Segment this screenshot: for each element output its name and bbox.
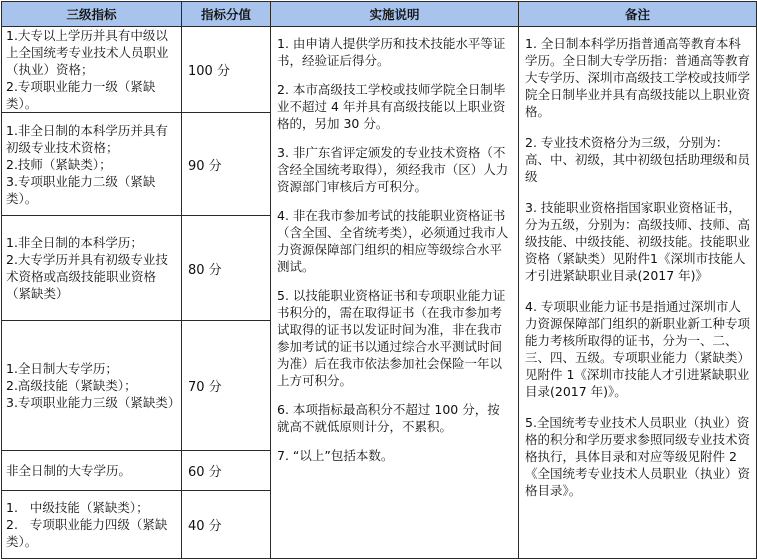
score-cell: 100 分 xyxy=(182,27,271,113)
note-item: 1. 全日制本科学历指普通高等教育本科学历。全日制大专学历指：普通高等教育大专学历、深圳市高级技工学校或技师学院全日制毕业并具有高级技能以上职业资格。 xyxy=(525,36,751,119)
criteria-text: 1.非全日制的本科学历并具有初级专业技术资格； 2.技师（紧缺类）； 3.专项职业能力二级（紧缺类）。 xyxy=(6,122,168,206)
criteria-cell xyxy=(2,216,182,321)
implementation-item: 6. 本项指标最高积分不超过 100 分，按就高不就低原则计分，不累积。 xyxy=(277,402,500,434)
score-cell: 90 分 xyxy=(182,113,271,216)
score-cell: 80 分 xyxy=(182,216,271,321)
implementation-item: 4. 非在我市参加考试的技能职业资格证书（含全国、全省统考类），必须通过我市人力资源保障部门组织的相应等级综合水平测试。 xyxy=(277,208,509,274)
score-cell: 60 分 xyxy=(182,451,271,491)
criteria-text: 1.非全日制的本科学历； 2.大专学历并具有初级专业技术资格或高级技能职业资格（紧缺类） xyxy=(6,235,168,301)
note-item: 2. 专业技术资格分为三级，分别为：高、中、初级，其中初级包括助理级和员级 xyxy=(525,135,751,184)
note-item: 5.全国统考专业技术人员职业（执业）资格的积分和学历要求参照同级专业技术资格执行，具体目录和对应等级见附件 2《全国统考专业技术人员职业（执业）资格目录》。 xyxy=(525,415,751,498)
criteria-cell xyxy=(2,27,182,113)
criteria-text: 1.全日制大专学历； 2.高级技能（紧缺类）； 3.专项职业能力三级（紧缺类） xyxy=(6,361,181,410)
score-cell: 40 分 xyxy=(182,491,271,559)
header-implementation: 实施说明 xyxy=(271,2,519,27)
criteria-cell xyxy=(2,321,182,451)
table-row xyxy=(2,27,757,113)
note-item: 3. 技能职业资格指国家职业资格证书，分为五级，分别为：高级技师、技师、高级技能、中级技能、初级技能。技能职业资格（紧缺类）见附件1《深圳市技能人才引进紧缺职业目录(2017 年)》 xyxy=(525,200,751,283)
implementation-item: 3. 非广东省评定颁发的专业技术资格（不含经全国统考取得），须经我市（区）人力资源部门审核后方可积分。 xyxy=(277,145,509,194)
score-cell: 70 分 xyxy=(182,321,271,451)
implementation-cell xyxy=(271,27,519,559)
scoring-table xyxy=(1,1,757,559)
implementation-item: 1. 由申请人提供学历和技术技能水平等证书，经验证后得分。 xyxy=(277,36,506,68)
criteria-text: 非全日制的大专学历。 xyxy=(6,463,132,478)
implementation-item: 2. 本市高级技工学校或技师学院全日制毕业不超过 4 年并具有高级技能以上职业资格的，另加 30 分。 xyxy=(277,82,506,131)
header-criteria: 三级指标 xyxy=(2,2,182,27)
header-row xyxy=(2,2,757,27)
header-score: 指标分值 xyxy=(182,2,271,27)
criteria-cell xyxy=(2,451,182,491)
criteria-cell xyxy=(2,491,182,559)
implementation-item: 7. “以上”包括本数。 xyxy=(277,448,394,463)
criteria-text: 1.大专以上学历并具有中级以上全国统考专业技术人员职业（执业）资格； 2.专项职业能力一级（紧缺类）。 xyxy=(6,28,169,111)
notes-cell xyxy=(519,27,757,559)
note-item: 4. 专项职业能力证书是指通过深圳市人力资源保障部门组织的新职业新工种专项能力考核所取得的证书，分为一、二、三、四、五级。专项职业能力（紧缺类）见附件 1《深圳市技能人才引进紧缺职业目录(2017 年)》。 xyxy=(525,299,751,399)
header-notes: 备注 xyxy=(519,2,757,27)
criteria-cell xyxy=(2,113,182,216)
implementation-item: 5. 以技能职业资格证书和专项职业能力证书积分的，需在取得证书（在我市参加考试取得的证书以发证时间为准，非在我市参加考试的证书以通过综合水平测试时间为准）后在我市依法参加社会保险一年以上方可积分。 xyxy=(277,288,506,388)
criteria-text: 1. 中级技能（紧缺类）； 2. 专项职业能力四级（紧缺类）。 xyxy=(6,500,168,549)
